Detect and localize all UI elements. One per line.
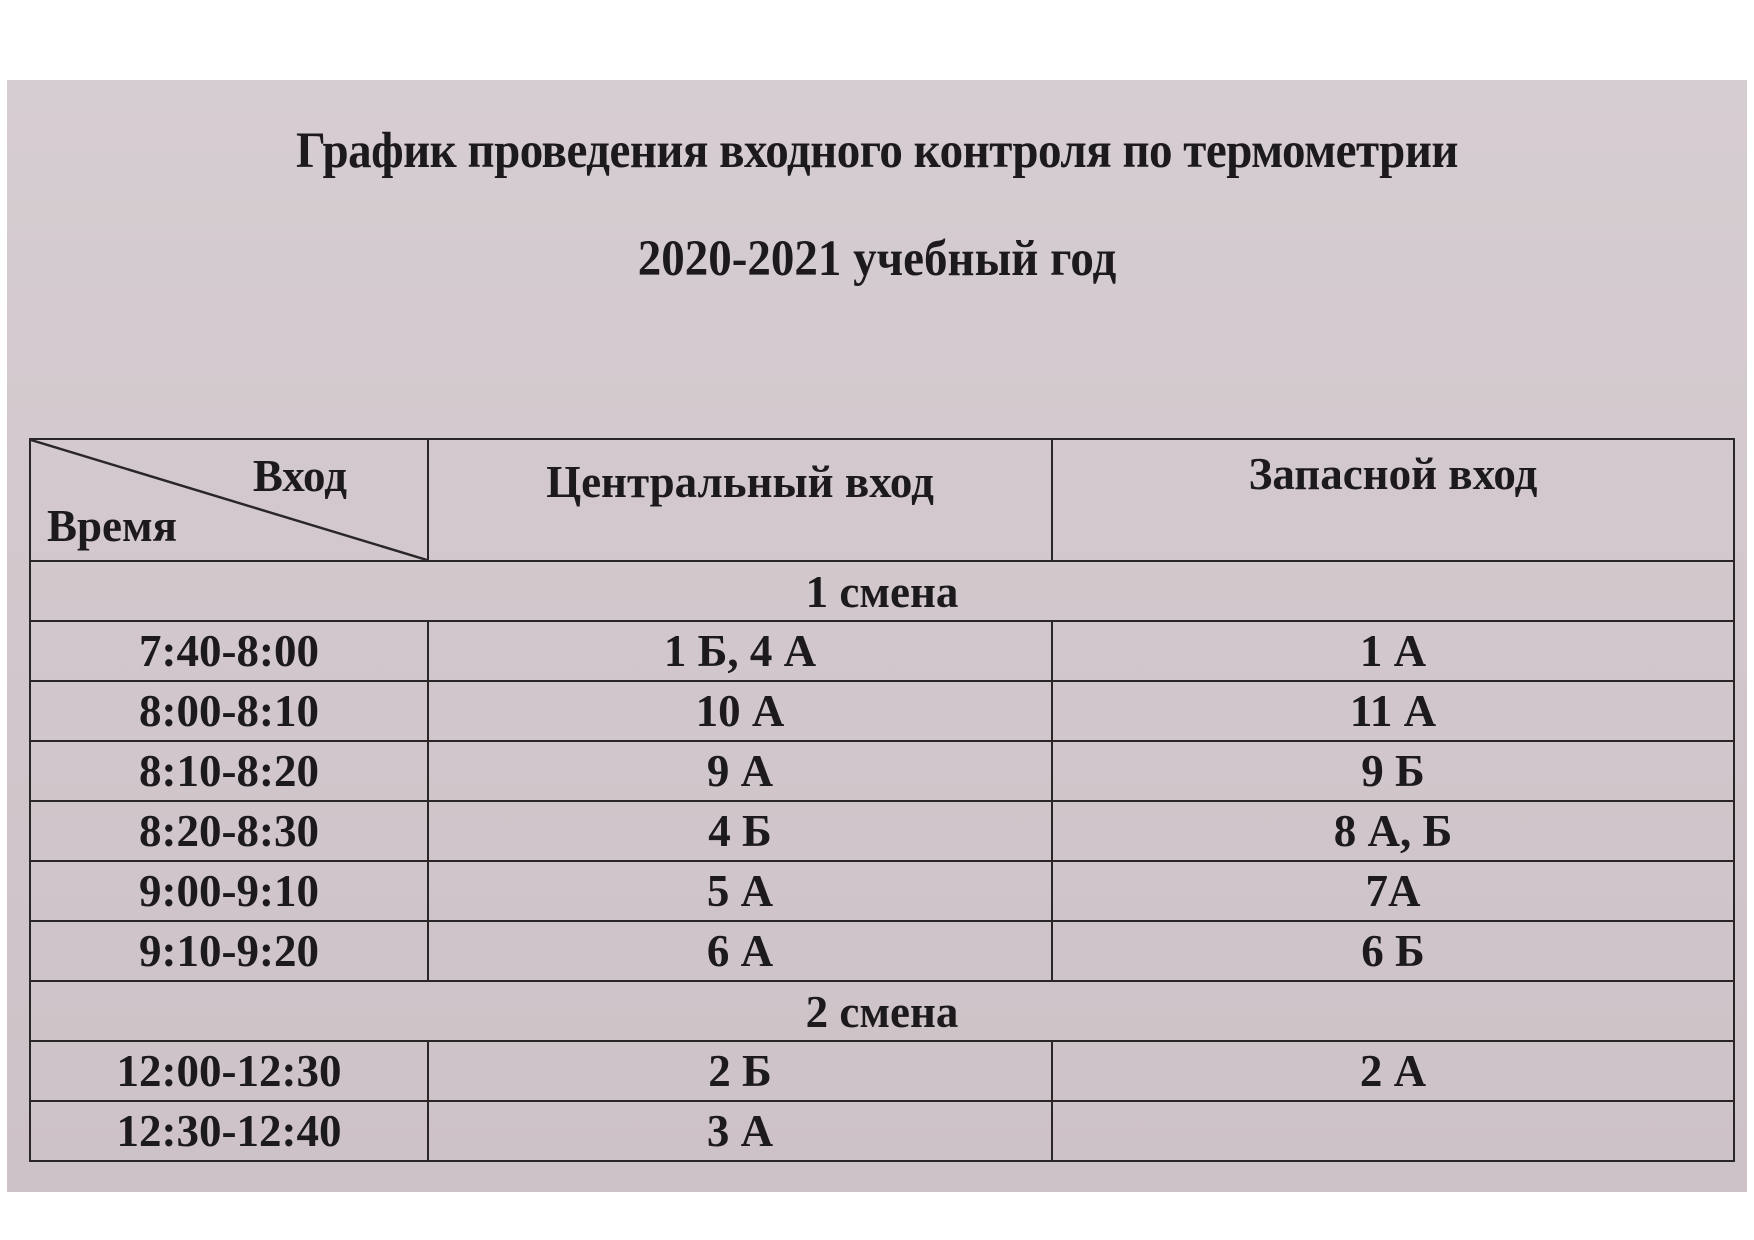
reserve-entry-cell: 9 Б <box>1052 741 1734 801</box>
table-row <box>30 801 1734 861</box>
time-cell: 12:00-12:30 <box>30 1041 428 1101</box>
time-cell: 12:30-12:40 <box>30 1101 428 1161</box>
time-cell: 8:10-8:20 <box>30 741 428 801</box>
table-row <box>30 621 1734 681</box>
reserve-entry-cell: 11 А <box>1052 681 1734 741</box>
shift-label-cell: 1 смена <box>30 561 1734 621</box>
document-subtitle: 2020-2021 учебный год <box>637 230 1117 288</box>
column-header-reserve: Запасной вход <box>1052 439 1734 561</box>
reserve-entry-cell: 6 Б <box>1052 921 1734 981</box>
reserve-entry-cell: 2 А <box>1052 1041 1734 1101</box>
reserve-entry-cell: 7А <box>1052 861 1734 921</box>
time-cell: 9:10-9:20 <box>30 921 428 981</box>
schedule-table <box>29 438 1735 1162</box>
table-header-row <box>30 439 1734 561</box>
time-cell: 8:00-8:10 <box>30 681 428 741</box>
central-entry-cell: 4 Б <box>428 801 1052 861</box>
table-row <box>30 861 1734 921</box>
column-header-central: Центральный вход <box>428 439 1052 561</box>
shift-row <box>30 981 1734 1041</box>
corner-time-label: Время <box>47 501 178 551</box>
time-cell: 9:00-9:10 <box>30 861 428 921</box>
shift-label-cell: 2 смена <box>30 981 1734 1041</box>
corner-entry-label: Вход <box>252 451 347 501</box>
central-entry-cell: 5 А <box>428 861 1052 921</box>
reserve-entry-cell: 8 А, Б <box>1052 801 1734 861</box>
central-entry-cell: 2 Б <box>428 1041 1052 1101</box>
table-row <box>30 681 1734 741</box>
central-entry-cell: 10 А <box>428 681 1052 741</box>
central-entry-cell: 6 А <box>428 921 1052 981</box>
table-row <box>30 741 1734 801</box>
time-cell: 7:40-8:00 <box>30 621 428 681</box>
corner-header-cell <box>30 439 428 561</box>
table-row <box>30 1101 1734 1161</box>
document-page <box>7 80 1747 1192</box>
time-cell: 8:20-8:30 <box>30 801 428 861</box>
central-entry-cell: 9 А <box>428 741 1052 801</box>
reserve-entry-cell <box>1052 1101 1734 1161</box>
central-entry-cell: 1 Б, 4 А <box>428 621 1052 681</box>
reserve-entry-cell: 1 А <box>1052 621 1734 681</box>
shift-row <box>30 561 1734 621</box>
table-row <box>30 921 1734 981</box>
table-row <box>30 1041 1734 1101</box>
document-title: График проведения входного контроля по термометрии <box>296 122 1458 180</box>
central-entry-cell: 3 А <box>428 1101 1052 1161</box>
